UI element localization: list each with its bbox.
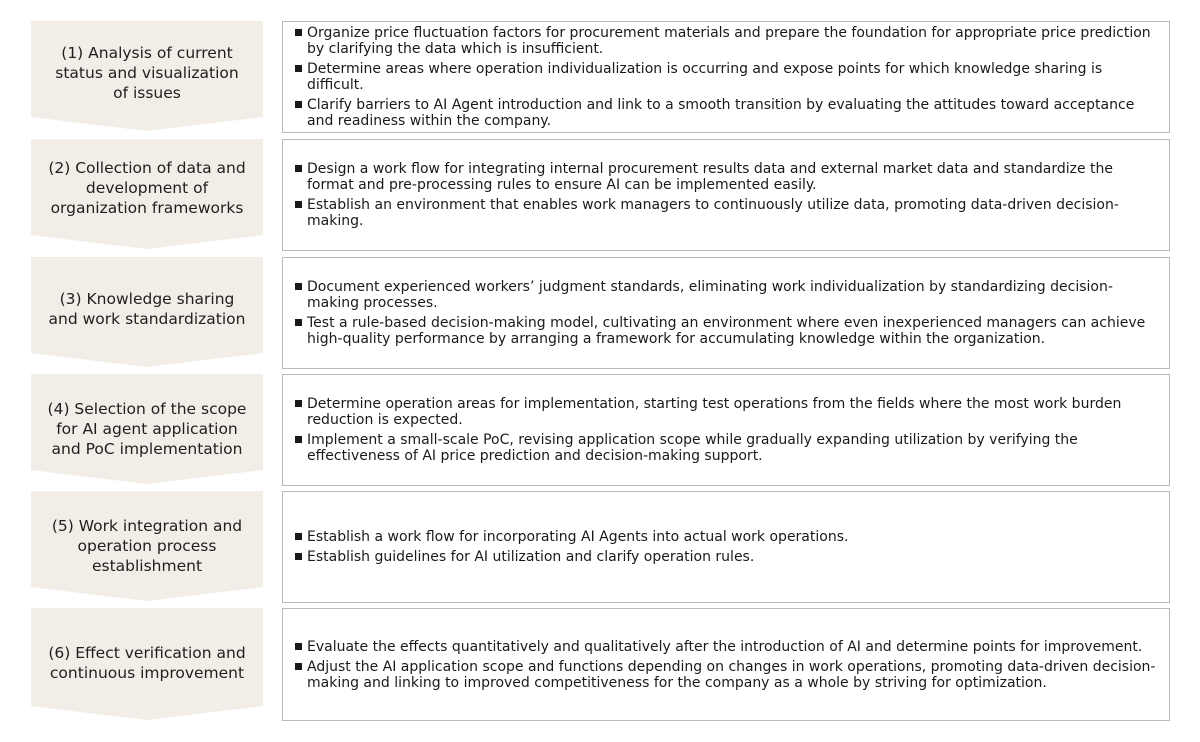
step-label: (2) Collection of data and development of organization frameworks bbox=[48, 159, 246, 217]
square-bullet-icon bbox=[295, 283, 302, 290]
square-bullet-icon bbox=[295, 533, 302, 540]
square-bullet-icon bbox=[295, 65, 302, 72]
step-description-box bbox=[282, 608, 1170, 721]
step-description-box bbox=[282, 21, 1170, 133]
bullet-item: Document experienced workers’ judgment standards, eliminating work individualization by standardizing decision-making processes. bbox=[295, 279, 1159, 311]
bullet-item: Establish guidelines for AI utilization and clarify operation rules. bbox=[295, 549, 1159, 565]
step-chevron-3 bbox=[31, 257, 263, 369]
bullet-item: Implement a small-scale PoC, revising application scope while gradually expanding utilization by verifying the effectiveness of AI price prediction and decision-making support. bbox=[295, 432, 1159, 464]
square-bullet-icon bbox=[295, 101, 302, 108]
square-bullet-icon bbox=[295, 436, 302, 443]
step-description-box bbox=[282, 257, 1170, 369]
bullet-item: Determine areas where operation individualization is occurring and expose points for which knowledge sharing is difficult. bbox=[295, 61, 1159, 93]
bullet-item: Establish an environment that enables work managers to continuously utilize data, promoting data-driven decision-making. bbox=[295, 197, 1159, 229]
bullet-item: Organize price fluctuation factors for procurement materials and prepare the foundation for appropriate price prediction by clarifying the data which is insufficient. bbox=[295, 25, 1159, 57]
square-bullet-icon bbox=[295, 165, 302, 172]
step-chevron-4 bbox=[31, 374, 263, 486]
square-bullet-icon bbox=[295, 643, 302, 650]
step-label: (5) Work integration and operation process establishment bbox=[51, 517, 243, 575]
step-chevron-1 bbox=[31, 21, 263, 133]
step-label: (1) Analysis of current status and visualization of issues bbox=[55, 44, 239, 102]
square-bullet-icon bbox=[295, 29, 302, 36]
step-description-box bbox=[282, 139, 1170, 251]
square-bullet-icon bbox=[295, 400, 302, 407]
step-description-box bbox=[282, 491, 1170, 603]
bullet-item: Adjust the AI application scope and functions depending on changes in work operations, promoting data-driven decision-making and linking to improved competitiveness for the company as a whole by striving for optimization. bbox=[295, 659, 1159, 691]
bullet-item: Design a work flow for integrating internal procurement results data and external market data and standardize the format and pre-processing rules to ensure AI can be implemented easily. bbox=[295, 161, 1159, 193]
bullet-item: Establish a work flow for incorporating AI Agents into actual work operations. bbox=[295, 529, 1159, 545]
square-bullet-icon bbox=[295, 663, 302, 670]
bullet-item: Test a rule-based decision-making model, cultivating an environment where even inexperienced managers can achieve high-quality performance by arranging a framework for accumulating knowledge within the organization. bbox=[295, 315, 1159, 347]
step-chevron-6 bbox=[31, 608, 263, 721]
step-chevron-5 bbox=[31, 491, 263, 603]
step-label: (3) Knowledge sharing and work standardization bbox=[48, 290, 246, 328]
square-bullet-icon bbox=[295, 553, 302, 560]
square-bullet-icon bbox=[295, 201, 302, 208]
step-label: (4) Selection of the scope for AI agent application and PoC implementation bbox=[47, 400, 247, 458]
square-bullet-icon bbox=[295, 319, 302, 326]
step-description-box bbox=[282, 374, 1170, 486]
step-chevron-2 bbox=[31, 139, 263, 251]
bullet-item: Clarify barriers to AI Agent introduction and link to a smooth transition by evaluating the attitudes toward acceptance and readiness within the company. bbox=[295, 97, 1159, 129]
bullet-item: Determine operation areas for implementation, starting test operations from the fields where the most work burden reduction is expected. bbox=[295, 396, 1159, 428]
step-label: (6) Effect verification and continuous improvement bbox=[48, 644, 246, 682]
bullet-item: Evaluate the effects quantitatively and qualitatively after the introduction of AI and determine points for improvement. bbox=[295, 639, 1159, 655]
